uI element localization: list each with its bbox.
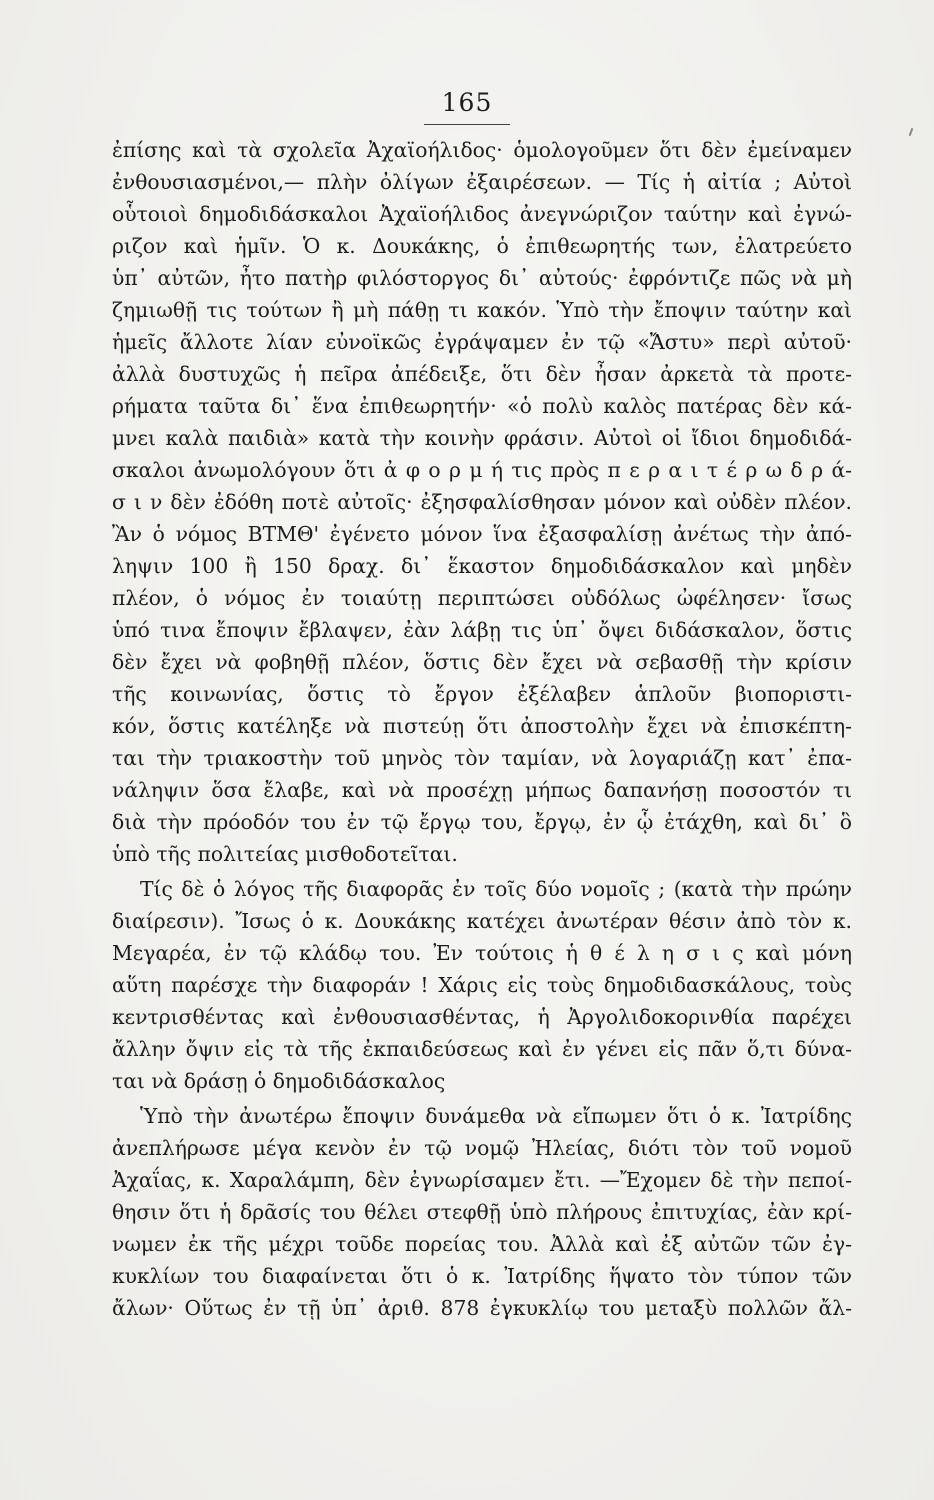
text-line: ἄλλην ὄψιν εἰς τὰ τῆς ἐκπαιδεύσεως καὶ ἐν γένει εἰς πᾶν ὅ,τι δύνα- xyxy=(112,1037,852,1061)
text-line: κυκλίων του διαφαίνεται ὅτι ὁ κ. Ἰατρίδης ἥψατο τὸν τύπον τῶν xyxy=(112,1264,852,1288)
text-line: ἡμεῖς ἄλλοτε λίαν εὐνοϊκῶς ἐγράψαμεν ἐν τῷ «Ἄστυ» περὶ αὐτοῦ· xyxy=(112,330,852,354)
text-line: Τίς δὲ ὁ λόγος τῆς διαφορᾶς ἐν τοῖς δύο νομοῖς ; (κατὰ τὴν πρώην xyxy=(140,877,852,901)
text-line: ζημιωθῇ τις τούτων ἢ μὴ πάθῃ τι κακόν. Ὑπὸ τὴν ἔποψιν ταύτην καὶ xyxy=(112,298,852,322)
text-line: νάληψιν ὅσα ἔλαβε, καὶ νὰ προσέχῃ μήπως δαπανήσῃ ποσοστόν τι xyxy=(112,778,852,802)
text-line: κεντρισθέντας καὶ ἐνθουσιασθέντας, ἡ Ἀργολιδοκορινθία παρέχει xyxy=(112,1005,852,1029)
text-line: αὕτη παρέσχε τὴν διαφοράν ! Χάρις εἰς τοὺς δημοδιδασκάλους, τοὺς xyxy=(112,973,852,997)
text-line: ριζον καὶ ἡμῖν. Ὁ κ. Δουκάκης, ὁ ἐπιθεωρητής των, ἐλατρεύετο xyxy=(112,234,852,258)
text-line: Ἀχαΐας, κ. Χαραλάμπη, δὲν ἐγνωρίσαμεν ἔτι. —Ἔχομεν δὲ τὴν πεποί- xyxy=(112,1168,852,1192)
body-text xyxy=(112,134,852,1324)
text-line: ἄλων· Οὕτως ἐν τῇ ὑπ᾽ ἀριθ. 878 ἐγκυκλίῳ του μεταξὺ πολλῶν ἄλ- xyxy=(112,1296,852,1320)
text-line: ὑπό τινα ἔποψιν ἔβλαψεν, ἐὰν λάβῃ τις ὑπ᾽ ὄψει διδάσκαλον, ὅστις xyxy=(112,618,852,642)
text-line: σ ι ν δὲν ἐδόθη ποτὲ αὐτοῖς· ἐξησφαλίσθησαν μόνον καὶ οὐδὲν πλέον. xyxy=(112,490,852,514)
text-line: ται νὰ δράσῃ ὁ δημοδιδάσκαλος xyxy=(112,1069,446,1093)
text-line: διὰ τὴν πρόοδόν του ἐν τῷ ἔργῳ του, ἔργῳ, ἐν ᾧ ἐτάχθη, καὶ δι᾽ ὃ xyxy=(112,810,852,834)
text-line: τῆς κοινωνίας, ὅστις τὸ ἔργον ἐξέλαβεν ἁπλοῦν βιοποριστι- xyxy=(112,682,852,706)
text-line: δὲν ἔχει νὰ φοβηθῇ πλέον, ὅστις δὲν ἔχει νὰ σεβασθῇ τὴν κρίσιν xyxy=(112,650,852,674)
text-line: κόν, ὅστις κατέληξε νὰ πιστεύῃ ὅτι ἀποστολὴν ἔχει νὰ ἐπισκέπτη- xyxy=(112,714,852,738)
text-line: πλέον, ὁ νόμος ἐν τοιαύτῃ περιπτώσει οὐδόλως ὠφέλησεν· ἴσως xyxy=(112,586,852,610)
text-line: Ἂν ὁ νόμος ΒΤΜΘ' ἐγένετο μόνον ἵνα ἐξασφαλίσῃ ἀνέτως τὴν ἀπό- xyxy=(112,522,852,546)
text-line: θησιν ὅτι ἡ δρᾶσίς του θέλει στεφθῇ ὑπὸ πλήρους ἐπιτυχίας, ἐὰν κρί- xyxy=(112,1200,852,1224)
text-line: οὗτοιοὶ δημοδιδάσκαλοι Ἀχαϊοήλιδος ἀνεγνώριζον ταύτην καὶ ἐγνώ- xyxy=(112,202,852,226)
text-line: μνει καλὰ παιδιὰ» κατὰ τὴν κοινὴν φράσιν. Αὐτοὶ οἱ ἴδιοι δημοδιδά- xyxy=(112,426,852,450)
text-line: ρήματα ταῦτα δι᾽ ἕνα ἐπιθεωρητήν· «ὁ πολὺ καλὸς πατέρας δὲν κά- xyxy=(112,394,852,418)
text-line: Ὑπὸ τὴν ἀνωτέρω ἔποψιν δυνάμεθα νὰ εἴπωμεν ὅτι ὁ κ. Ἰατρίδης xyxy=(140,1104,852,1128)
text-line: σκαλοι ἀνωμολόγουν ὅτι ἀ φ ο ρ μ ή τις πρὸς π ε ρ α ι τ έ ρ ω δ ρ ά- xyxy=(112,458,852,482)
text-line: ἐνθουσιασμένοι,— πλὴν ὀλίγων ἐξαιρέσεων. — Τίς ἡ αἰτία ; Αὐτοὶ xyxy=(112,170,852,194)
text-line: ται τὴν τριακοστὴν τοῦ μηνὸς τὸν ταμίαν, νὰ λογαριάζῃ κατ᾽ ἐπα- xyxy=(112,746,852,770)
text-line: ληψιν 100 ἢ 150 δραχ. δι᾽ ἕκαστον δημοδιδάσκαλον καὶ μηδὲν xyxy=(112,554,852,578)
text-line: ὑπ᾽ αὐτῶν, ἦτο πατὴρ φιλόστοργος δι᾽ αὐτούς· ἐφρόντιζε πῶς νὰ μὴ xyxy=(112,266,852,290)
text-line: ἐπίσης καὶ τὰ σχολεῖα Ἀχαϊοήλιδος· ὁμολογοῦμεν ὅτι δὲν ἐμείναμεν xyxy=(112,138,852,162)
text-line: ἀλλὰ δυστυχῶς ἡ πεῖρα ἀπέδειξε, ὅτι δὲν ἦσαν ἀρκετὰ τὰ προτε- xyxy=(112,362,852,386)
page-number: 165 xyxy=(441,88,493,117)
text-line: διαίρεσιν). Ἴσως ὁ κ. Δουκάκης κατέχει ἀνωτέραν θέσιν ἀπὸ τὸν κ. xyxy=(112,909,852,933)
header-rule xyxy=(424,124,510,125)
margin-mark xyxy=(909,128,914,136)
text-line: ἀνεπλήρωσε μέγα κενὸν ἐν τῷ νομῷ Ἠλείας, διότι τὸν τοῦ νομοῦ xyxy=(112,1136,852,1160)
text-line: Μεγαρέα, ἐν τῷ κλάδῳ του. Ἐν τούτοις ἡ θ έ λ η σ ι ς καὶ μόνη xyxy=(112,941,852,965)
text-line: νωμεν ἐκ τῆς μέχρι τοῦδε πορείας του. Ἀλλὰ καὶ ἐξ αὐτῶν τῶν ἐγ- xyxy=(112,1232,852,1256)
text-line: ὑπὸ τῆς πολιτείας μισθοδοτεῖται. xyxy=(112,842,458,866)
